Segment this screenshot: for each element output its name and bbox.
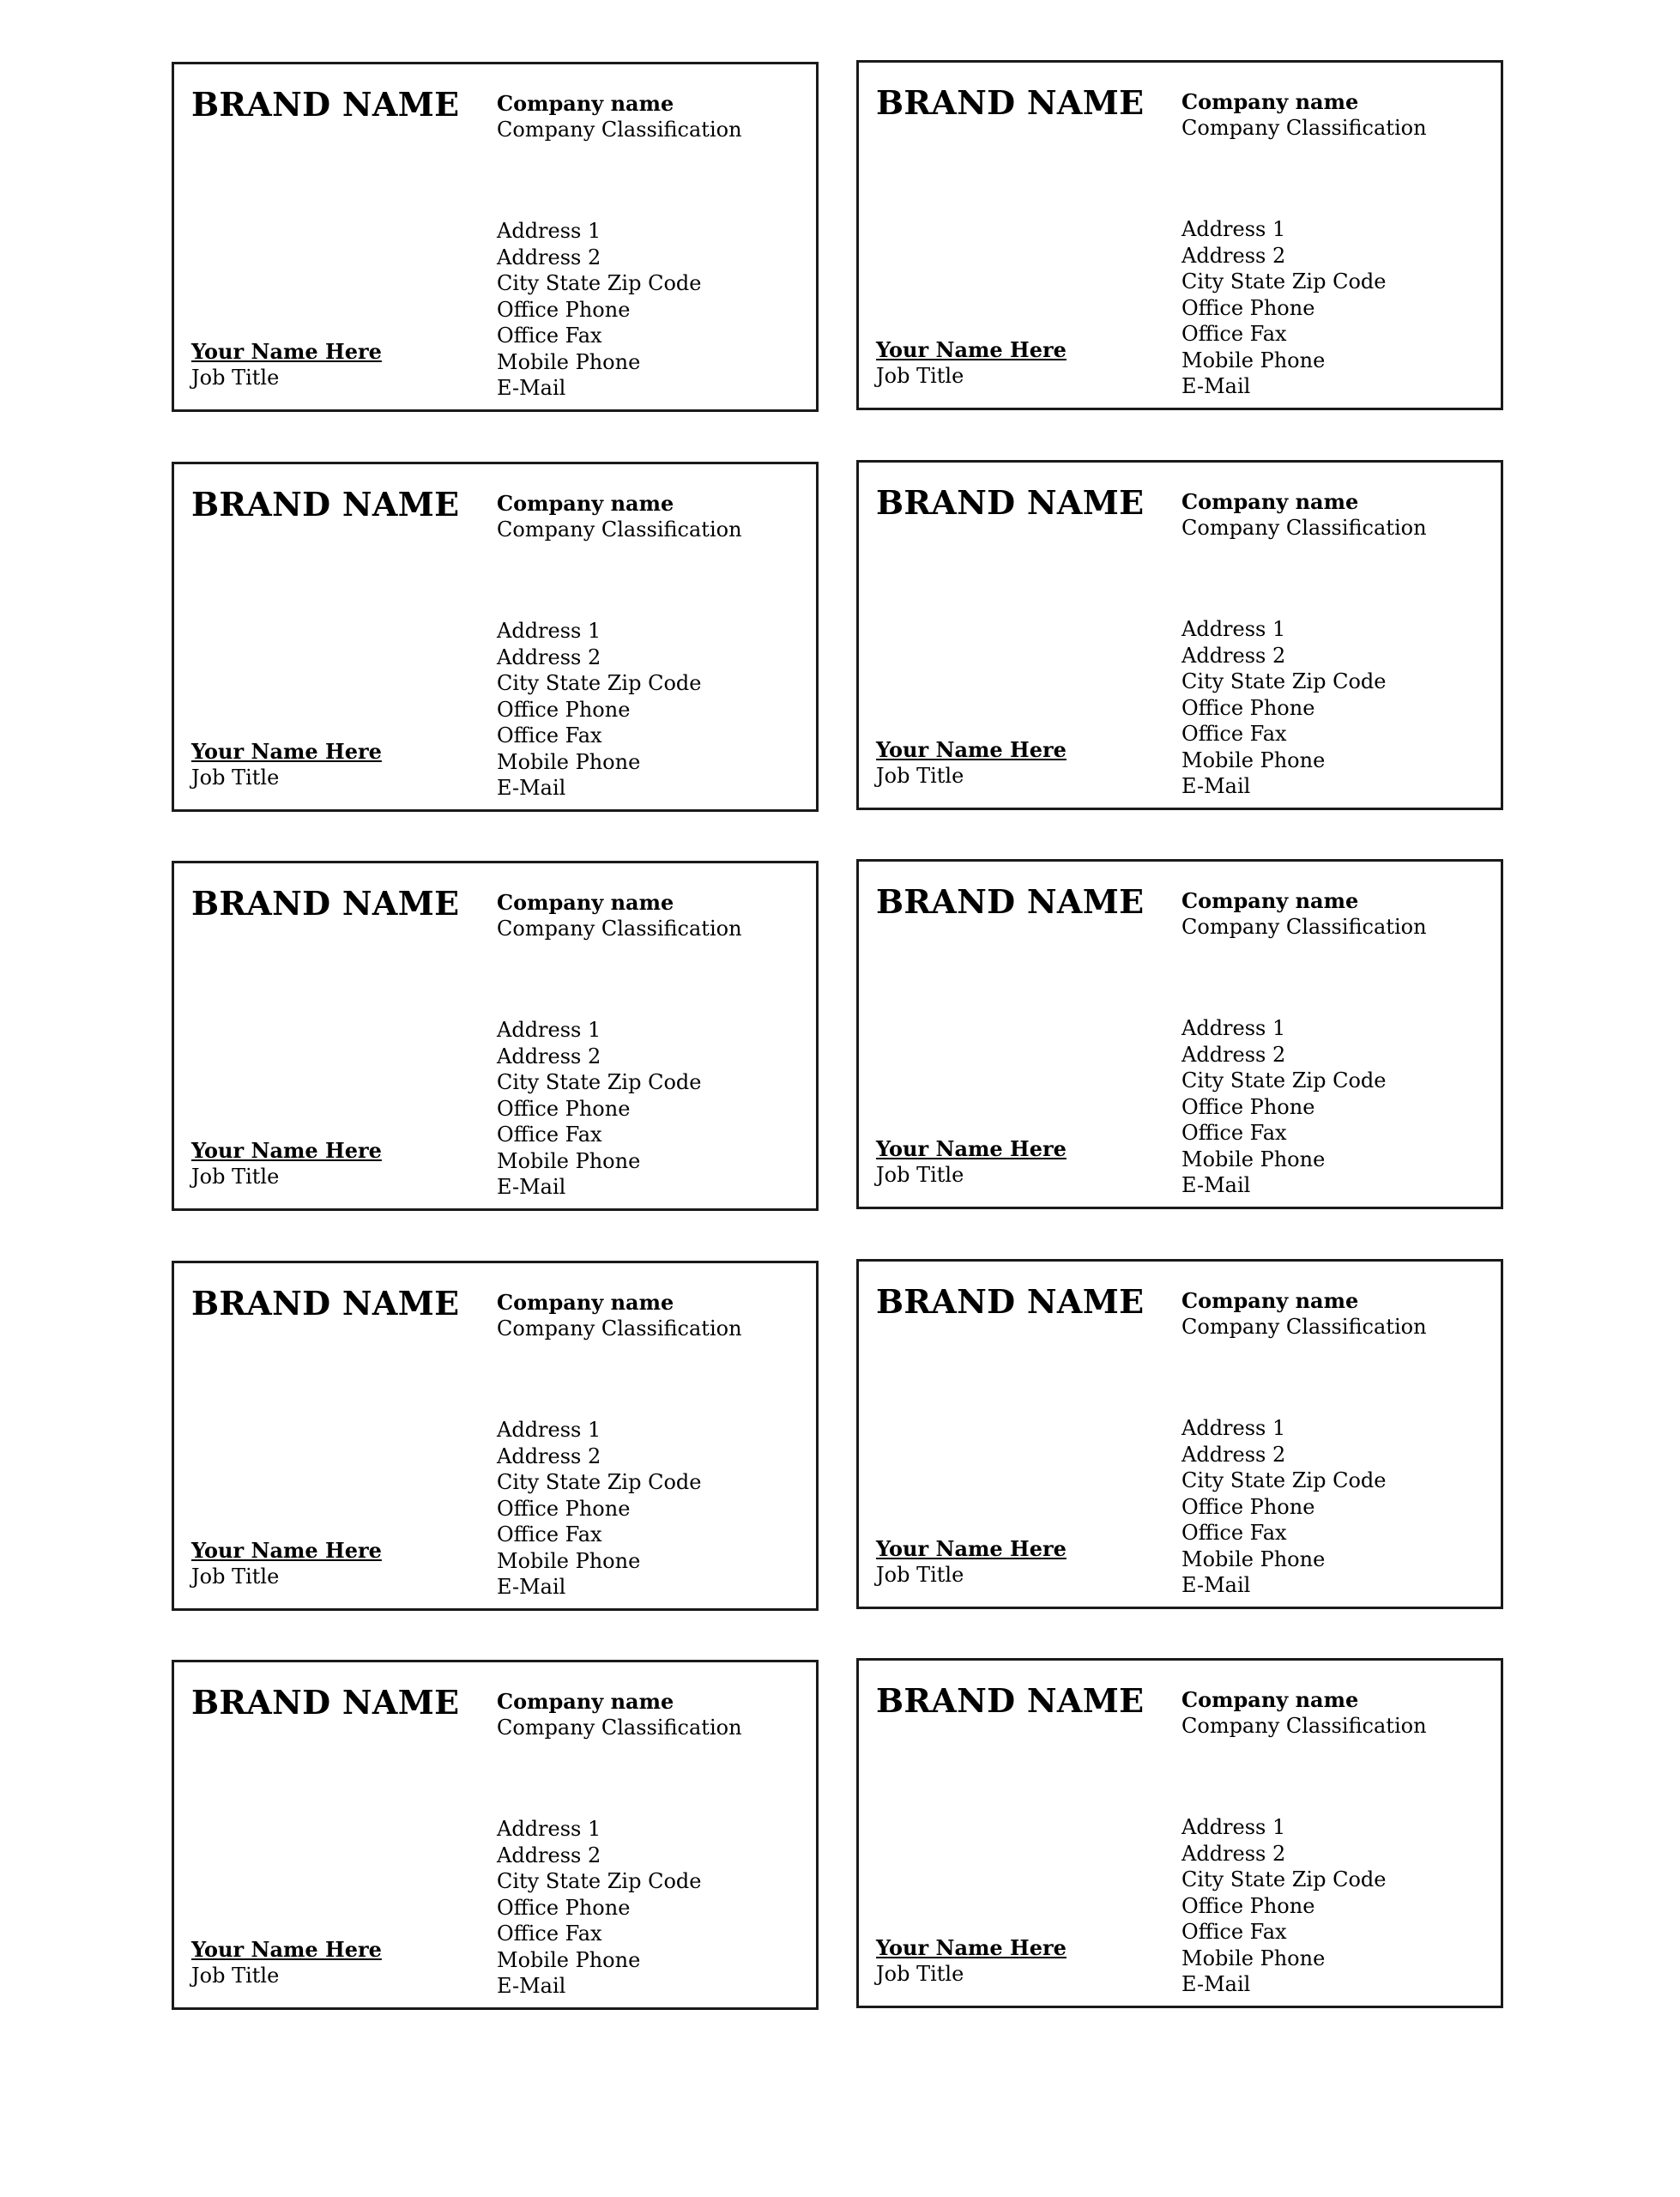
company-block [497,889,742,942]
business-card [856,60,1503,410]
job-title: Job Title [876,1563,964,1587]
job-title: Job Title [876,764,964,788]
company-block [1181,1686,1427,1740]
office-phone: Office Phone [497,1895,631,1920]
city-state-zip: City State Zip Code [497,671,702,695]
contact-block [1181,216,1386,400]
job-title: Job Title [876,1962,964,1986]
office-phone: Office Phone [1181,295,1315,320]
job-title: Job Title [191,1565,280,1589]
brand-name: BRAND NAME [191,485,460,524]
address-2: Address 2 [1181,1042,1286,1067]
brand-name: BRAND NAME [876,83,1145,122]
address-2: Address 2 [1181,243,1286,268]
company-block [497,1289,742,1342]
address-1: Address 1 [1181,1416,1286,1440]
person-block [876,736,1067,790]
company-name: Company name [497,890,674,915]
person-block [191,1137,382,1190]
address-1: Address 1 [497,619,601,643]
address-1: Address 1 [1181,217,1286,241]
city-state-zip: City State Zip Code [1181,669,1387,693]
office-fax: Office Fax [1181,1920,1287,1944]
email: E-Mail [497,1175,566,1199]
mobile-phone: Mobile Phone [497,1148,641,1173]
person-name: Your Name Here [191,739,382,764]
address-1: Address 1 [1181,1016,1286,1040]
email: E-Mail [1181,374,1251,398]
company-classification: Company Classification [497,118,742,142]
business-card [856,859,1503,1209]
contact-block [1181,616,1386,800]
company-block [497,1688,742,1741]
person-name: Your Name Here [191,1538,382,1563]
office-phone: Office Phone [1181,1893,1315,1918]
company-name: Company name [1181,1687,1359,1712]
company-name: Company name [497,1689,674,1714]
city-state-zip: City State Zip Code [1181,1867,1387,1891]
brand-name: BRAND NAME [876,1282,1145,1321]
contact-block [1181,1415,1386,1599]
company-name: Company name [497,1290,674,1315]
mobile-phone: Mobile Phone [1181,1546,1326,1571]
person-name: Your Name Here [876,337,1067,362]
job-title: Job Title [191,766,280,790]
address-1: Address 1 [497,1018,601,1042]
office-phone: Office Phone [497,697,631,722]
mobile-phone: Mobile Phone [1181,348,1326,372]
company-name: Company name [497,91,674,116]
address-2: Address 2 [497,245,601,269]
office-fax: Office Fax [1181,1121,1287,1145]
person-block [191,1936,382,1989]
city-state-zip: City State Zip Code [497,271,702,295]
mobile-phone: Mobile Phone [497,749,641,774]
address-2: Address 2 [1181,643,1286,668]
job-title: Job Title [191,1964,280,1988]
company-block [497,90,742,143]
person-name: Your Name Here [876,1935,1067,1960]
business-card [172,1660,819,2010]
address-2: Address 2 [497,645,601,669]
person-block [876,336,1067,390]
person-name: Your Name Here [876,1536,1067,1561]
person-name: Your Name Here [191,1138,382,1163]
company-name: Company name [497,491,674,516]
business-card [172,1261,819,1611]
job-title: Job Title [876,364,964,388]
company-name: Company name [1181,1288,1359,1313]
company-block [1181,88,1427,142]
city-state-zip: City State Zip Code [497,1070,702,1094]
email: E-Mail [497,1974,566,1998]
office-phone: Office Phone [1181,695,1315,720]
contact-block [497,1017,701,1201]
brand-name: BRAND NAME [876,483,1145,522]
company-name: Company name [1181,489,1359,514]
address-1: Address 1 [497,219,601,243]
business-card [172,462,819,812]
office-fax: Office Fax [497,723,602,747]
city-state-zip: City State Zip Code [497,1869,702,1893]
person-block [876,1135,1067,1189]
company-block [1181,887,1427,941]
email: E-Mail [1181,1972,1251,1996]
address-2: Address 2 [497,1443,601,1468]
contact-block [497,218,701,402]
mobile-phone: Mobile Phone [497,349,641,374]
company-classification: Company Classification [1181,116,1427,140]
office-fax: Office Fax [1181,1521,1287,1545]
office-fax: Office Fax [497,1522,602,1546]
job-title: Job Title [876,1163,964,1187]
email: E-Mail [1181,1573,1251,1597]
person-name: Your Name Here [876,1136,1067,1161]
address-1: Address 1 [497,1817,601,1841]
business-card [856,1259,1503,1609]
office-phone: Office Phone [497,297,631,322]
company-classification: Company Classification [497,917,742,941]
company-block [497,490,742,543]
office-fax: Office Fax [1181,722,1287,746]
company-name: Company name [1181,888,1359,913]
business-card [856,460,1503,810]
brand-name: BRAND NAME [876,882,1145,921]
business-card [172,62,819,412]
address-2: Address 2 [497,1843,601,1867]
email: E-Mail [1181,774,1251,798]
person-name: Your Name Here [876,737,1067,762]
email: E-Mail [497,776,566,800]
city-state-zip: City State Zip Code [497,1470,702,1494]
company-classification: Company Classification [497,1316,742,1341]
office-phone: Office Phone [497,1096,631,1121]
job-title: Job Title [191,1165,280,1189]
city-state-zip: City State Zip Code [1181,1468,1387,1492]
contact-block [497,1417,701,1601]
city-state-zip: City State Zip Code [1181,269,1387,294]
company-classification: Company Classification [1181,1315,1427,1339]
mobile-phone: Mobile Phone [1181,1147,1326,1171]
address-1: Address 1 [1181,1815,1286,1839]
email: E-Mail [497,376,566,400]
company-classification: Company Classification [497,517,742,542]
brand-name: BRAND NAME [876,1681,1145,1720]
address-2: Address 2 [1181,1442,1286,1467]
company-block [1181,488,1427,542]
business-card [856,1658,1503,2008]
office-fax: Office Fax [497,1922,602,1946]
company-name: Company name [1181,89,1359,114]
job-title: Job Title [191,366,280,390]
address-2: Address 2 [497,1044,601,1068]
office-fax: Office Fax [497,324,602,348]
email: E-Mail [1181,1173,1251,1197]
mobile-phone: Mobile Phone [1181,747,1326,772]
contact-block [1181,1015,1386,1199]
office-fax: Office Fax [497,1123,602,1147]
city-state-zip: City State Zip Code [1181,1068,1387,1092]
brand-name: BRAND NAME [191,884,460,923]
contact-block [497,1816,701,2000]
person-block [876,1934,1067,1988]
company-classification: Company Classification [1181,915,1427,939]
person-name: Your Name Here [191,339,382,364]
person-block [876,1535,1067,1589]
address-2: Address 2 [1181,1841,1286,1866]
person-name: Your Name Here [191,1937,382,1962]
mobile-phone: Mobile Phone [497,1947,641,1972]
office-phone: Office Phone [1181,1494,1315,1519]
company-block [1181,1287,1427,1341]
brand-name: BRAND NAME [191,1284,460,1322]
company-classification: Company Classification [1181,516,1427,540]
company-classification: Company Classification [497,1716,742,1740]
mobile-phone: Mobile Phone [497,1548,641,1573]
person-block [191,1537,382,1590]
office-phone: Office Phone [497,1496,631,1521]
contact-block [1181,1814,1386,1998]
office-phone: Office Phone [1181,1094,1315,1119]
email: E-Mail [497,1575,566,1599]
address-1: Address 1 [1181,617,1286,641]
address-1: Address 1 [497,1418,601,1442]
business-card [172,861,819,1211]
brand-name: BRAND NAME [191,85,460,124]
person-block [191,738,382,791]
contact-block [497,618,701,802]
company-classification: Company Classification [1181,1714,1427,1738]
person-block [191,338,382,391]
mobile-phone: Mobile Phone [1181,1946,1326,1970]
brand-name: BRAND NAME [191,1683,460,1722]
office-fax: Office Fax [1181,322,1287,346]
